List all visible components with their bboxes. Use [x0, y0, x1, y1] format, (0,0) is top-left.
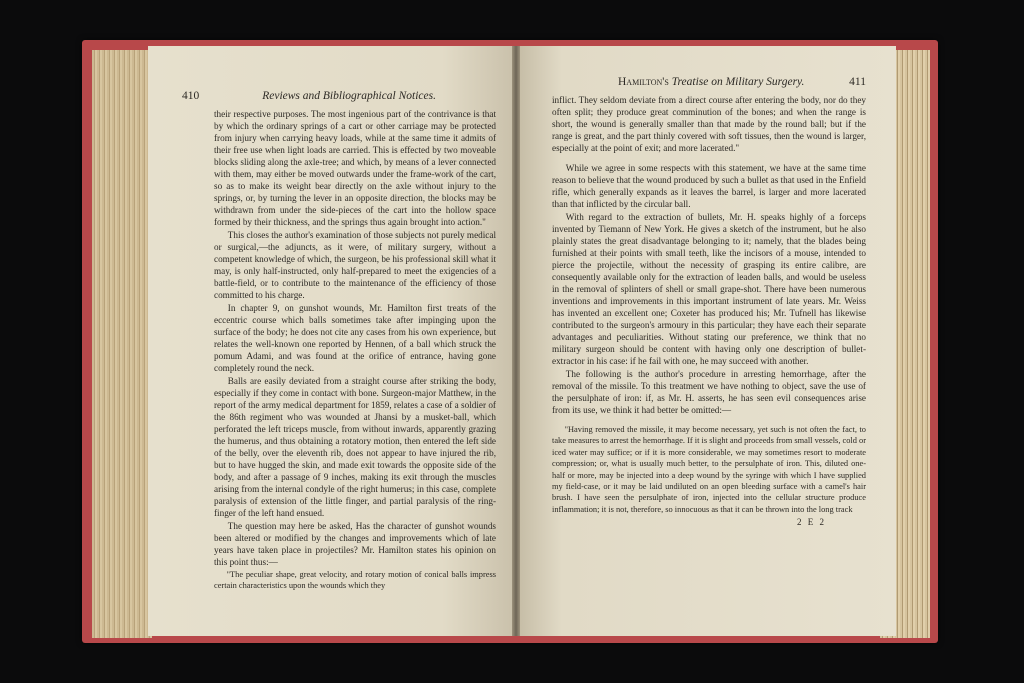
right-page-header — [552, 76, 866, 88]
paragraph: The question may here be asked, Has the character of gunshot wounds been altered or modified by the changes and improvements which of late years have taken place in projectiles? Mr. Hamilton states his opinion on this point thus:— — [214, 521, 496, 567]
running-head-title: Treatise on Military Surgery. — [671, 76, 805, 88]
paragraph: This closes the author's examination of those subjects not purely medical or surgical,—the adjuncts, as it were, of military surgery, without a competent knowledge of which, the surgeon, be his professional skill what it may, is only half-instructed, only half-prepared to meet the exigencies of a battle-field, or to contribute to the maintenance of the efficiency of those committed to his charge. — [214, 230, 496, 300]
right-page — [516, 46, 896, 636]
quote-paragraph: "Having removed the missile, it may become necessary, yet such is not often the fact, to take measures to arrest the hemorrhage. If it is slight and proceeds from small vessels, cold or iced water may suffice; or if it is more considerable, we may sometimes resort to moderate compression; or, what is usually much better, to the persulphate of iron. This, diluted one-half or more, may be injected into a deep wound by the syringe with which I have supplied my field-case, or it may be laid undiluted on an open bleeding surface with a camel's hair brush. I have seen the persulphate of iron, injected into the cellular structure produce inflammation; it is not, therefore, so innocuous as that it can be thrown into the long track — [552, 425, 866, 514]
page-number: 410 — [182, 90, 200, 102]
paragraph: inflict. They seldom deviate from a direct course after entering the body, nor do they often split; they produce great comminution of the bones; and when the range is short, the wound is generally smaller than that made by the round ball; but if the range is great, and the part thinly covered with soft tissues, then the wound is larger, especially at the point of exit; and more lacerated." — [552, 95, 866, 153]
running-head-name: Hamilton's — [618, 76, 669, 88]
paragraph: Balls are easily deviated from a straight course after striking the body, especially if they come in contact with bone. Surgeon-major Matthew, in the report of the army medical department for 1859, relates a case of a soldier of the 86th regiment who was wounded at Jhansi by a musket-ball, which perforated the left triceps muscle, from without inwards, apparently grazing the humerus, and thus obtaining a rotatory motion, then entered the left side of the belly, over the eleventh rib, does not appear to have injured the rib, but to have hugged the skin, and made exit towards the opposite side of the body, and after a passage of 9 inches, making its exit through the muscles arising from the internal condyle of the right humerus; in this case, complete paralysis of extension of the little finger, and partial paralysis of the ring-finger of the left hand ensued. — [214, 376, 496, 518]
paragraph: With regard to the extraction of bullets, Mr. H. speaks highly of a forceps invented by Tiemann of New York. He gives a sketch of the instrument, but he also plainly states the great disadvantage belonging to it; namely, that the blades being furnished at their points with small teeth, like the incisors of a mouse, intended to pierce the projectile, without the necessity of grasping its entire calibre, are consequently available only for the extraction of leaden balls, and would be useless in the removal of splinters of shell or small grape-shot. There have been numerous inventions and improvements in this important instrument of late years. Mr. Weiss has invented an excellent one; Coxeter has produced his; Mr. Tufnell has likewise contributed to the surgeon's armoury in this particular; they have each their separate advantages and peculiarities. Without stating our preference, we think that no military surgeon should be content with having only one description of bullet-extractor in his case: if he fail with one, he may succeed with another. — [552, 212, 866, 366]
running-head: Reviews and Bibliographical Notices. — [262, 90, 436, 102]
running-head — [618, 76, 804, 88]
paragraph: The following is the author's procedure in arresting hemorrhage, after the removal of the missile. To this treatment we have nothing to object, save the use of the persulphate of iron: if, as Mr. H. asserts, he has seen evil consequences arise from its use, we think it had better be omitted:— — [552, 369, 866, 415]
left-page — [148, 46, 516, 636]
right-page-body — [552, 94, 866, 527]
quote-paragraph: "The peculiar shape, great velocity, and rotary motion of conical balls impress certain characteristics upon the wounds which they — [214, 570, 496, 591]
page-edges-left — [92, 50, 152, 638]
paragraph: While we agree in some respects with this statement, we have at the same time reason to believe that the wound produced by such a bullet as that used in the Enfield rifle, which generally expands as it leaves the barrel, is larger and more lacerated than that inflicted by the circular ball. — [552, 163, 866, 209]
signature-mark: 2 E 2 — [797, 517, 826, 528]
left-page-header — [182, 90, 496, 102]
book-gutter — [512, 46, 520, 636]
left-page-body — [214, 108, 496, 592]
paragraph: their respective purposes. The most ingenious part of the contrivance is that by which the ordinary springs of a cart or other carriage may be protected from injury when carrying heavy loads, while at the same time it admits of their free use when light loads are carried. This is effected by two moveable blocks sliding along the axle-tree; and which, by means of a lever connected with them, may either be moved outwards under the frame-work of the cart, so as to make its weight bear directly on the axle without injury to the springs, or, by turning the lever in an opposite direction, the blocks may be withdrawn from under the side-pieces of the cart into the hollow space formed by their thickness, and the springs thus again brought into action." — [214, 109, 496, 227]
page-number: 411 — [849, 76, 866, 88]
paragraph: In chapter 9, on gunshot wounds, Mr. Hamilton first treats of the eccentric course which balls sometimes take after impinging upon the surface of the body; he does not cite any cases from his own experience, but relates the well-known one reported by Hennen, of a ball which struck the pomum Adami, and was found at the orifice of entrance, having gone completely round the neck. — [214, 303, 496, 373]
